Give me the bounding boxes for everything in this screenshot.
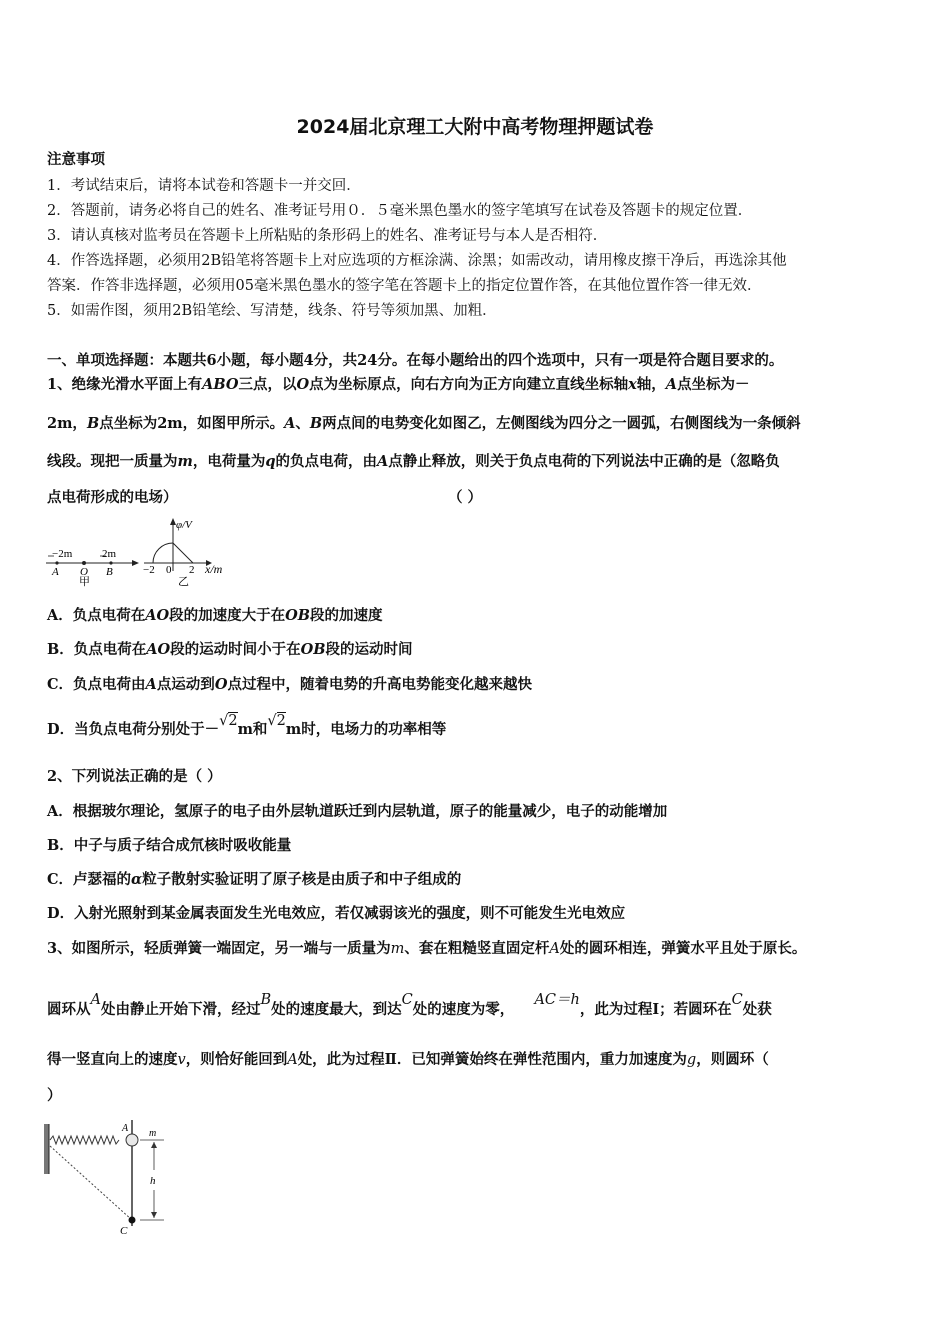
q1-line-2: 2m，B点坐标为2m，如图甲所示。A、B两点间的电势变化如图乙，左侧图线为四分之一圆弧，右侧图线为一条倾斜 <box>47 415 801 432</box>
fig-label-phi: φ/V <box>176 519 192 531</box>
q3-figure <box>40 1118 175 1243</box>
answer-paren: （ ） <box>448 489 483 506</box>
q2-stem: 2、下列说法正确的是（ ） <box>47 768 222 785</box>
fig-label-A: A <box>122 1123 129 1134</box>
q1-line-1: 1、绝缘光滑水平面上有ABO三点，以O点为坐标原点，向右方向为正方向建立直线坐标轴x轴，A点坐标为－ <box>47 376 750 393</box>
fig-label-yi: 乙 <box>178 576 189 587</box>
fig-label-jia: 甲 <box>79 576 90 587</box>
fig-label-m: m <box>149 1128 157 1139</box>
fig-tick-neg2: −2 <box>143 564 155 576</box>
q1-line-4: 点电荷形成的电场） <box>47 489 178 506</box>
q3-line-2: 圆环从A处由静止开始下滑，经过B处的速度最大，到达C处的速度为零， AC＝h，此为过程Ⅰ；若圆环在C处获 <box>47 992 772 1018</box>
notice-item: 1．考试结束后，请将本试卷和答题卡一并交回． <box>47 178 361 194</box>
q1-figure <box>40 515 250 587</box>
fig-tick-2: 2 <box>189 564 195 576</box>
fig-tick-0: 0 <box>166 564 172 576</box>
notice-heading: 注意事项 <box>47 151 105 168</box>
fig-label-A: A <box>52 566 59 578</box>
notice-item: 答案．作答非选择题，必须用05毫米黑色墨水的签字笔在答题卡上的指定位置作答，在其他位置作答一律无效． <box>47 278 762 294</box>
notice-item: 4．作答选择题，必须用2B铅笔将答题卡上对应选项的方框涂满、涂黑；如需改动，请用橡皮擦干净后，再选涂其他 <box>47 253 787 269</box>
page-title: 2024届北京理工大附中高考物理押题试卷 <box>296 116 654 138</box>
notice-item: 3．请认真核对监考员在答题卡上所粘贴的条形码上的姓名、准考证号与本人是否相符． <box>47 228 608 244</box>
notice-item: 2．答题前，请务必将自己的姓名、准考证号用０．５毫米黑色墨水的签字笔填写在试卷及答题卡的规定位置． <box>47 203 753 219</box>
q1-line-3: 线段。现把一质量为m，电荷量为q的负点电荷，由A点静止释放，则关于负点电荷的下列说法中正确的是（忽略负 <box>47 453 780 470</box>
q3-line-1: 3、如图所示，轻质弹簧一端固定，另一端与一质量为m、套在粗糙竖直固定杆A处的圆环相连，弹簧水平且处于原长。 <box>47 940 807 957</box>
fig-label-C: C <box>120 1225 128 1237</box>
q2-option-d: D．入射光照射到某金属表面发生光电效应，若仅减弱该光的强度，则不可能发生光电效应 <box>47 905 626 922</box>
notice-item: 5．如需作图，须用2B铅笔绘、写清楚，线条、符号等须加黑、加粗． <box>47 303 497 319</box>
q1-option-b: B．负点电荷在AO段的运动时间小于在OB段的运动时间 <box>47 641 413 658</box>
fig-label-xm: x/m <box>205 562 223 576</box>
fig-label-B: B <box>106 566 113 578</box>
q2-option-a: A．根据玻尔理论，氢原子的电子由外层轨道跃迁到内层轨道，原子的能量减少，电子的动能增加 <box>47 803 668 820</box>
q3-line-3: 得一竖直向上的速度v，则恰好能回到A处，此为过程Ⅱ．已知弹簧始终在弹性范围内，重力加速度为g，则圆环（ <box>47 1051 769 1068</box>
q2-option-c: C．卢瑟福的α粒子散射实验证明了原子核是由质子和中子组成的 <box>47 871 462 888</box>
section-heading: 一、单项选择题：本题共6小题，每小题4分，共24分。在每小题给出的四个选项中，只有一项是符合题目要求的。 <box>47 352 784 369</box>
fig-label-neg2m: −2m <box>52 548 73 560</box>
fig-label-h: h <box>150 1175 156 1187</box>
q3-line-4: ） <box>47 1087 62 1104</box>
q1-option-a: A．负点电荷在AO段的加速度大于在OB段的加速度 <box>47 607 383 624</box>
q2-option-b: B．中子与质子结合成氘核时吸收能量 <box>47 837 292 854</box>
q1-option-c: C．负点电荷由A点运动到O点过程中，随着电势的升高电势能变化越来越快 <box>47 676 532 693</box>
fig-label-O: O <box>80 566 88 578</box>
fig-label-2m: 2m <box>102 548 117 560</box>
q1-option-d: D．当负点电荷分别处于－√2m和√2m时，电场力的功率相等 <box>47 713 447 738</box>
